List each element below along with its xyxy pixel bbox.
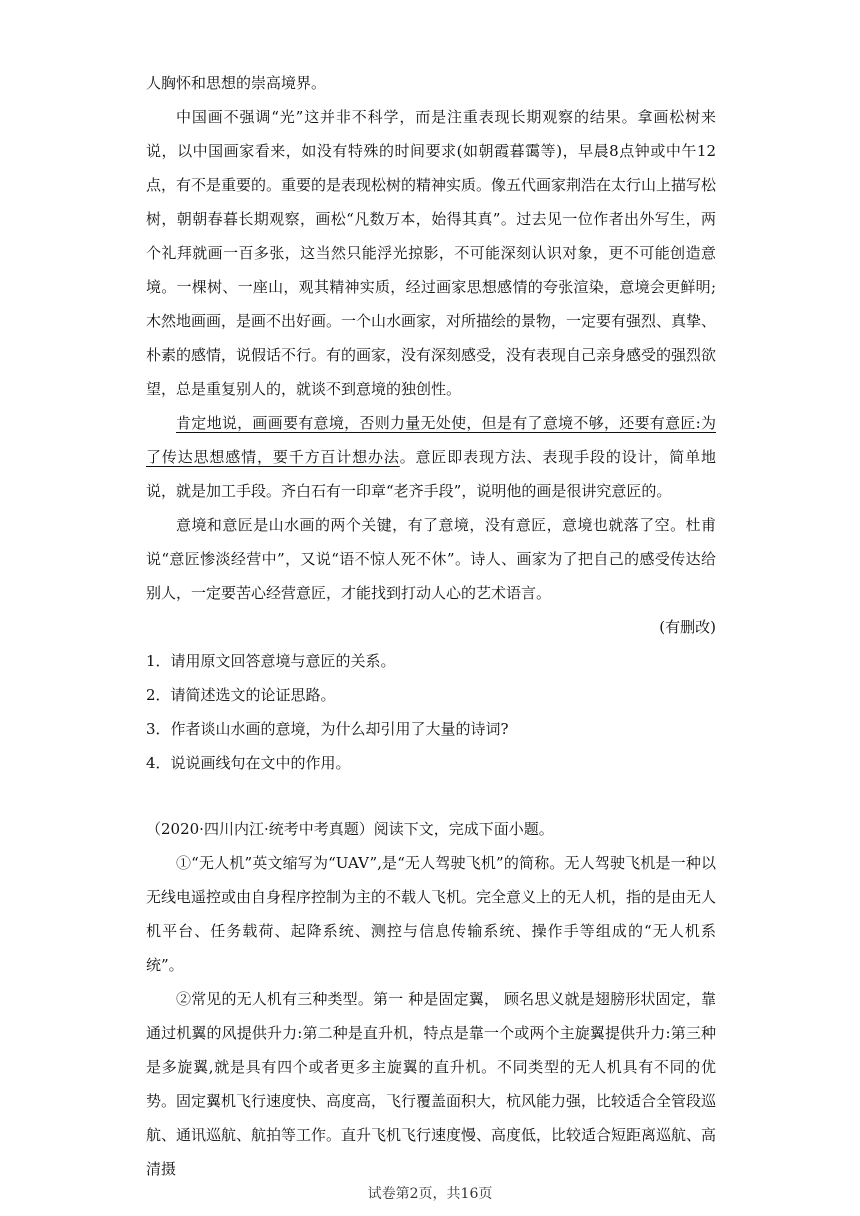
paragraph-artistic-craft xyxy=(146,406,716,508)
page-footer: 试卷第2页，共16页 xyxy=(367,1186,493,1202)
paragraph-two-keys: 意境和意匠是山水画的两个关键，有了意境，没有意匠，意境也就落了空。杜甫说“意匠惨淡经营中”，又说“语不惊人死不休”。诗人、画家为了把自己的感受传达给别人，一定要苦心经营意匠，才能找到打动人心的艺术语言。 xyxy=(146,516,716,602)
abridged-note: (有删改) xyxy=(659,618,716,636)
question-item: 4．说说画线句在文中的作用。 xyxy=(146,754,351,772)
question-list xyxy=(146,644,716,780)
paragraph-uav-types: ②常见的无人机有三种类型。第一 种是固定翼， 顾名思义就是翅膀形状固定，靠通过机翼的风提供升力:第二种是直升机，特点是靠一个或两个主旋翼提供升力:第三种是多旋翼,就是具有四个或者更多主旋翼的直升机。不同类型的无人机具有不同的优势。固定翼机飞行速度快、高度高，飞行覆盖面积大，杭风能力强，比较适合全管段巡航、通讯巡航、航拍等工作。直升飞机飞行速度慢、高度低，比较适合短距离巡航、高清摄 xyxy=(146,990,717,1178)
paragraph-artistic-craft-rest: 。意匠即表现方法、表现手段的设计，简单地说，就是加工手段。齐白石有一印章“老齐手段”，说明他的画是很讲究意匠的。 xyxy=(146,448,716,500)
passage-source: （2020·四川内江·统考中考真题）阅读下文，完成下面小题。 xyxy=(146,820,554,838)
paragraph-light-in-chinese-painting: 中国画不强调“光”这并非不科学，而是注重表现长期观察的结果。拿画松树来说，以中国画家看来，如没有特殊的时间要求(如朝霞暮霭等)，早晨8点钟或中午12点，有不是重要的。重要的是表现松树的精神实质。像五代画家荆浩在太行山上描写松树，朝朝春暮长期观察，画松“凡数万本，始得其真”。过去见一位作者出外写生，两个礼拜就画一百多张，这当然只能浮光掠影，不可能深刻认识对象，更不可能创造意境。一棵树、一座山，观其精神实质，经过画家思想感情的夸张渲染，意境会更鲜明;木然地画画，是画不出好画。一个山水画家，对所描绘的景物，一定要有强烈、真挚、朴素的感情，说假话不行。有的画家，没有深刻感受，没有表现自己亲身感受的强烈欲望，总是重复别人的，就谈不到意境的独创性。 xyxy=(146,108,717,398)
question-item: 1．请用原文回答意境与意匠的关系。 xyxy=(146,652,396,670)
paragraph-uav-definition: ①“无人机”英文缩写为“UAV”,是“无人驾驶飞机”的简称。无人驾驶飞机是一种以无线电遥控或由自身程序控制为主的不载人飞机。完全意义上的无人机，指的是由无人机平台、任务载荷、起降系统、测控与信息传输系统、操作手等组成的“无人机系统”。 xyxy=(146,854,717,974)
question-item: 3．作者谈山水画的意境，为什么却引用了大量的诗词? xyxy=(146,720,509,738)
paragraph-continuation: 人胸怀和思想的崇高境界。 xyxy=(146,74,327,92)
question-item: 2．请简述选文的论证思路。 xyxy=(146,686,336,704)
page-content xyxy=(146,66,716,1186)
underlined-sentence: 肯定地说，画画要有意境，否则力量无处使，但是有了意境不够，还要有意匠:为了传达思想感情，要千方百计想办法 xyxy=(146,414,716,466)
